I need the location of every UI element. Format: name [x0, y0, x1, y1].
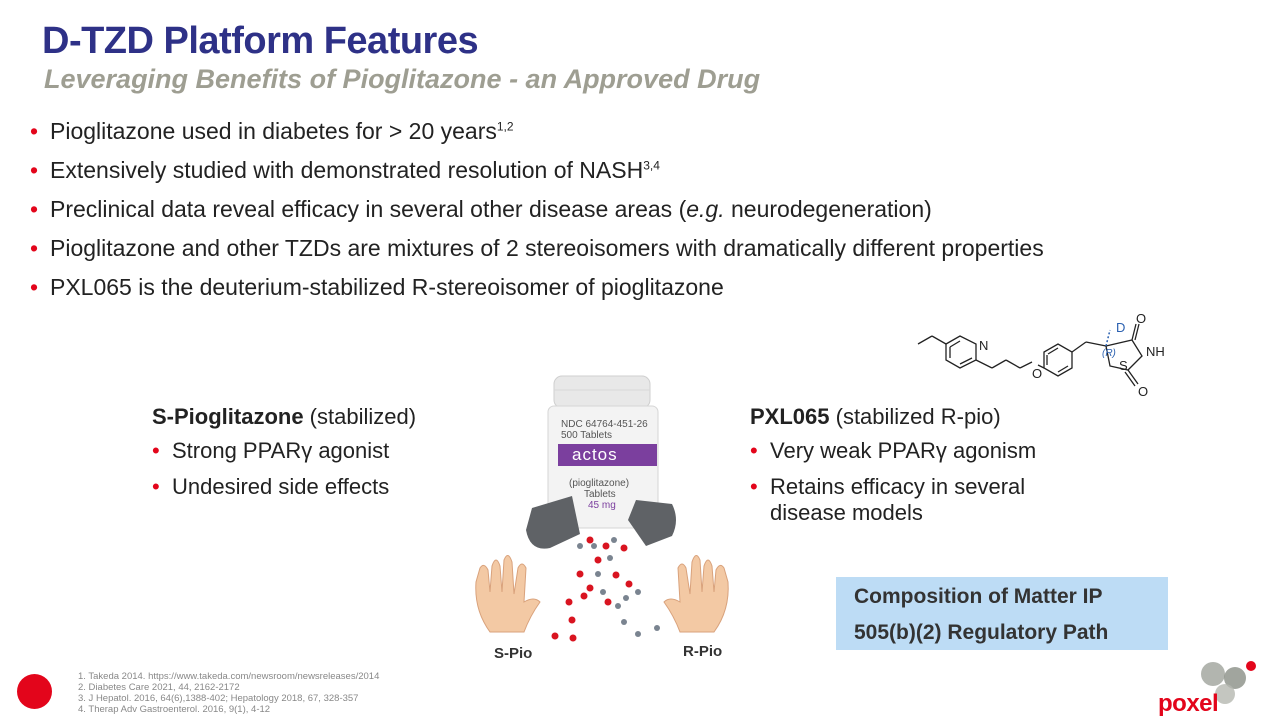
bullet-marker: • [30, 196, 39, 222]
molecule-o-top-label: O [1136, 312, 1147, 326]
s-pioglitazone-column [152, 402, 416, 510]
bullet-item: • Pioglitazone used in diabetes for > 20 years$^{1,2}$ [30, 116, 1150, 147]
capsule-left-half [526, 496, 580, 549]
reference-item: 2. Diabetes Care 2021, 44, 2162-2172 [78, 682, 240, 693]
bullet-marker: • [30, 274, 39, 300]
molecule-o-label: O [1032, 366, 1043, 381]
main-bullet-list [30, 116, 1150, 311]
s-pio-item: • Strong PPARγ agonist [152, 438, 390, 463]
bullet-marker: • [30, 235, 39, 261]
callout-line-ip: Composition of Matter IP [854, 585, 1103, 608]
capsule-right-half [628, 500, 676, 546]
callout-line-regulatory: 505(b)(2) Regulatory Path [854, 621, 1109, 644]
bottle-ndc: NDC 64764-451-26 [561, 419, 648, 430]
bullet-marker: • [30, 118, 39, 144]
molecule-deuterium-label: D [1116, 320, 1126, 335]
pxl065-molecule-diagram [910, 312, 1180, 402]
ip-callout-box [836, 577, 1168, 650]
left-hand [476, 555, 540, 632]
bottle-generic: (pioglitazone) [569, 478, 630, 489]
bullet-item: • PXL065 is the deuterium-stabilized R-stereoisomer of pioglitazone [30, 272, 1150, 303]
bottle-dose: 45 mg [588, 500, 616, 511]
molecule-nh-label: NH [1146, 344, 1165, 359]
pxl065-item: • Retains efficacy in several disease models [750, 474, 1026, 525]
r-pio-label: R-Pio [683, 643, 723, 660]
right-hand [664, 555, 728, 632]
s-pio-item: • Undesired side effects [152, 474, 390, 499]
poxel-logo-text: poxel [1158, 690, 1219, 717]
pxl065-item: • Very weak PPARγ agonism [750, 438, 1037, 463]
bottle-count: 500 Tablets [561, 430, 612, 441]
molecule-n-label: N [979, 338, 989, 353]
red-circle-decoration [17, 674, 52, 709]
s-pio-pills [552, 537, 633, 642]
s-pio-heading: S-Pioglitazone (stabilized) [152, 404, 417, 429]
molecule-s-label: S [1119, 358, 1128, 373]
reference-item: 1. Takeda 2014. https://www.takeda.com/newsroom/newsreleases/2014 [78, 671, 380, 682]
bullet-item: • Preclinical data reveal efficacy in several other disease areas (e.g. neurodegeneration) [30, 194, 1150, 225]
references [78, 671, 379, 715]
bullet-item: • Extensively studied with demonstrated resolution of NASH$^{3,4}$ [30, 155, 1150, 186]
pxl065-heading: PXL065 (stabilized R-pio) [750, 404, 1001, 429]
bullet-marker: • [30, 157, 39, 183]
s-pio-label: S-Pio [494, 645, 533, 662]
bullet-item: • Pioglitazone and other TZDs are mixtures of 2 stereoisomers with dramatically different properties [30, 233, 1150, 264]
molecule-o-bottom-label: O [1138, 384, 1149, 399]
bottle-cap [554, 376, 650, 408]
reference-item: 4. Therap Adv Gastroenterol. 2016, 9(1), 4-12 [78, 704, 271, 715]
bottle-brand: actos [572, 445, 618, 464]
slide-title: D-TZD Platform Features [42, 20, 479, 62]
reference-item: 3. J Hepatol. 2016, 64(6),1388-402; Hepatology 2018, 67, 328-357 [78, 693, 359, 704]
slide-subtitle: Leveraging Benefits of Pioglitazone - an Approved Drug [44, 64, 761, 94]
pill-bottle-hands-illustration [460, 370, 760, 670]
pxl065-column [750, 402, 1080, 536]
molecule-stereo-label: (R) [1102, 348, 1116, 359]
bottle-form: Tablets [584, 489, 616, 500]
